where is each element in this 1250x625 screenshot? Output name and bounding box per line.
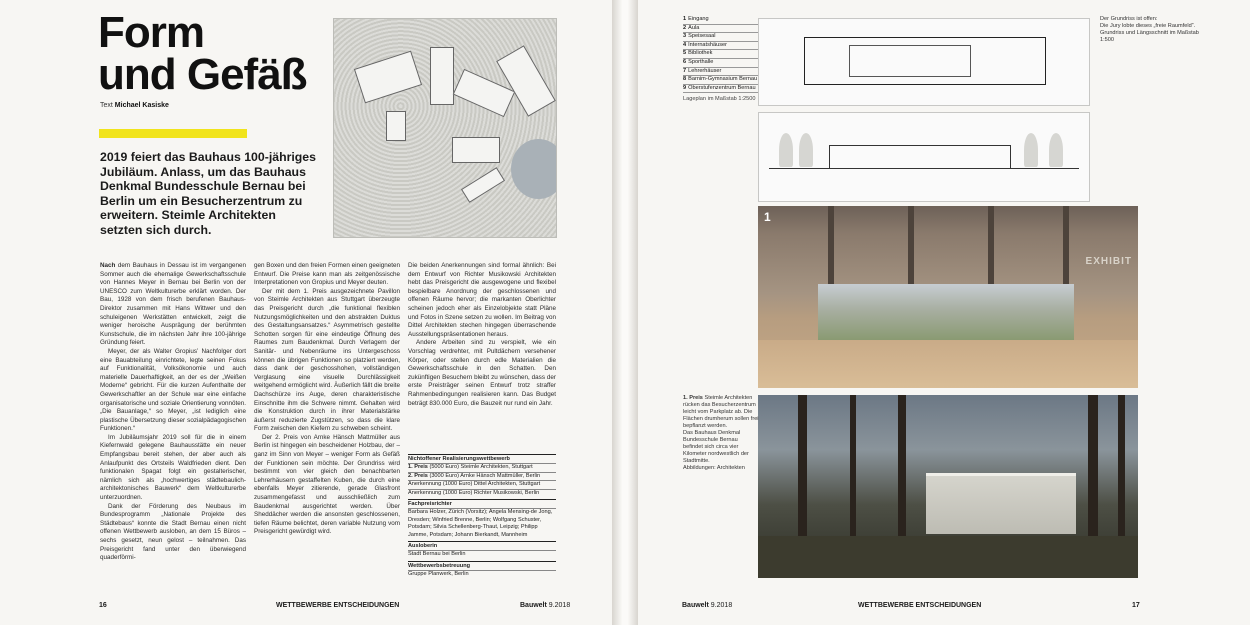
first-word: Nach	[100, 262, 116, 269]
results-item: Anerkennung (1000 Euro) Richter Musikowski, Berlin	[408, 489, 556, 497]
right-page	[638, 0, 1250, 625]
legend-item: 7 Lehrerhäuser	[683, 68, 783, 77]
author-name: Michael Kasiske	[114, 102, 169, 109]
legend-item: 9 Oberstufenzentrum Bernau	[683, 85, 783, 94]
exhibit-sign: EXHIBIT	[1085, 256, 1132, 267]
floor-plan-drawing	[758, 18, 1090, 106]
issue-number: 9.2018	[548, 602, 571, 609]
body-paragraph: Der mit dem 1. Preis ausgezeichnete Pavillon von Steimle Architekten aus Stuttgart überzeugte das Preisgericht durch „die funktional flexiblen Nutzungsmöglichkeiten und den abstrakten Duktus des Gestaltungsansatzes.“ Asymmetrisch gestellte Schotten sorgen für eine eindeutige Öffnung des Raumes zum Baudenkmal. Durch Verlagern der Sanitär- und Nebenräume ins Untergeschoss können die übrigen Funktionen so platziert werden, dass dank der geschosshohen, vollständigen Verglasung eine visuelle Durchlässigkeit weitgehend ermöglicht wird. Äußerlich fällt die breite Dachschürze ins Auge, deren charakteristische Einschnitte ihm die Schwere nimmt. Gehalten wird die Konstruktion durch in ihrer Materialstärke äußerst reduzierte Zugstützen, so dass die klare Form zwischen den Kiefern zu schweben scheint.	[254, 287, 400, 433]
title-line-2: und Gefäß	[98, 50, 307, 99]
interior-rendering	[758, 206, 1138, 388]
author-line	[100, 102, 169, 109]
plan-room	[849, 45, 971, 77]
exterior-rendering	[758, 395, 1138, 578]
left-page	[0, 0, 612, 625]
article-title	[98, 8, 307, 99]
tree-silhouette	[1049, 133, 1063, 167]
page-number: 17	[1132, 602, 1140, 609]
results-item: Anerkennung (1000 Euro) Dittel Architekten, Stuttgart	[408, 480, 556, 488]
results-item: Gruppe Planwerk, Berlin	[408, 570, 556, 578]
roof-beam	[908, 206, 914, 284]
legend-item: 3 Speisesaal	[683, 33, 783, 42]
caption-line: Grundriss und Längsschnitt im Maßstab 1:500	[1100, 30, 1199, 43]
body-column-2	[254, 262, 400, 537]
legend-item: 6 Sporthalle	[683, 59, 783, 68]
body-paragraph: Im Jubiläumsjahr 2019 soll für die in einem Kiefernwald gelegene Bauhausstätte ein neuer Empfangsbau bereit stehen, der aber auch als Anlaufpunkt des Ortsteils Waldfrieden dient. Den funktionalen Spagat folgt ein gestalterischer, nämlich sich als „hochwertiges städtebaulich-architektonisches Bauwerk“ dem Weltkulturerbe unterzuordnen.	[100, 433, 246, 502]
results-item: Barbara Holzer, Zürich (Vorsitz); Angela Mensing-de Jong, Dresden; Winfried Brenne, Berlin; Wolfgang Schuster, Potsdam; Silvia Schellenberg-Thaut, Leipzig; Philipp Jamme, Potsdam; Johann Bierkandt, Mannheim	[408, 508, 556, 539]
section-label: WETTBEWERBE ENTSCHEIDUNGEN	[276, 602, 400, 609]
author-label: Text	[100, 102, 113, 109]
section-label: WETTBEWERBE ENTSCHEIDUNGEN	[858, 602, 982, 609]
pavilion-building	[926, 473, 1076, 534]
photo-caption	[683, 395, 759, 472]
body-paragraph	[100, 262, 246, 348]
tree-silhouette	[799, 133, 813, 167]
caption-line: Der Grundriss ist offen:	[1100, 16, 1158, 22]
plan-building	[452, 137, 500, 163]
results-item: 2. Preis (3000 Euro) Arnke Hänsch Mattmüller, Berlin	[408, 472, 556, 480]
section-drawing	[758, 112, 1090, 202]
drawing-caption	[1100, 16, 1210, 44]
legend-item: 1 Eingang	[683, 16, 783, 25]
roof-beam	[828, 206, 834, 284]
legend-item: 5 Bibliothek	[683, 50, 783, 59]
body-paragraph: Die beiden Anerkennungen sind formal ähnlich: Bei dem Entwurf von Richter Musikowski Architekten hebt das Preisgericht die ausgewogene und flexibel bespielbare Anordnung der geschlossenen und offenen Räume hervor; die markanten Oberlichter scheinen jedoch eher als Einzelobjekte statt Pläne und Fotos in Szene setzen zu wollen. Im Beitrag von Dittel Architekten stechen hingegen überraschende Ausstellungspräsentationen heraus.	[408, 262, 556, 338]
lead-paragraph: 2019 feiert das Bauhaus 100-jähriges Jubiläum. Anlass, um das Bauhaus Denkmal Bundesschule Bernau bei Berlin um ein Besucherzentrum zu erweitern. Steimle Architekten setzten sich durch.	[100, 150, 316, 237]
body-paragraph: Meyer, der als Walter Gropius’ Nachfolger dort eine Bauabteilung einrichtete, legte seinen Fokus auf Funktionalität, Volksökonomie und auch materielle Dauerhaftigkeit, an der es der „Weißen Moderne“ gebricht. Für die kurzen Aufenthalte der Gewerkschaftler an der Schule war eine einfache organisatorische und soziale Orientierung vonnöten. „Die Bauanlage,“ so Meyer, „ist lediglich eine plastische Übersetzung dieser sozialpädagogischen Funktionen.“	[100, 347, 246, 433]
legend-item: 4 Internatshäuser	[683, 42, 783, 51]
results-heading: Ausloberin	[408, 541, 556, 550]
results-heading: Fachpreisrichter	[408, 499, 556, 508]
title-line-1: Form	[98, 8, 204, 57]
results-heading: Wettbewerbsbetreuung	[408, 561, 556, 570]
caption-line: Das Bauhaus Denkmal Bundesschule Bernau befindet sich circa vier Kilometer nordwestlich der Stadtmitte.	[683, 430, 749, 464]
page-gutter	[612, 0, 638, 625]
forest-floor	[758, 536, 1138, 578]
body-paragraph: Der 2. Preis von Arnke Hänsch Mattmüller aus Berlin ist hingegen ein bescheidener Holzbau, der – ganz im Sinn von Meyer – weniger Form als Gefäß der Funktionen sein möchte. Der Grundriss wird bestimmt von vier gleich den benachbarten Lehrerhäusern gestaffelten Kuben, die durch eine ebenfalls Meyer zitierende, gerade Glasfront zusammengefasst und ausschließlich zum Baudenkmal ausgerichtet werden. Über Sheddächer werden die ansonsten geschlossenen, tiefen Räume belichtet, deren variable Nutzung vom Preisgericht gewürdigt wird.	[254, 433, 400, 536]
caption-credit: Abbildungen: Architekten	[683, 465, 745, 471]
body-paragraph: Dank der Förderung des Neubaus im Bundesprogramm „Nationale Projekte des Städtebaus“ konnte die Stadt Bernau einen nicht offenen Wettbewerb ausloben, an dem 15 Büros – sechs gesetzt, neun gelost – teilnahmen. Das Preisgericht fand unter den überwiegend quaderförmi-	[100, 502, 246, 562]
magazine-issue	[682, 602, 732, 609]
magazine-issue	[520, 602, 570, 609]
ground-line	[769, 168, 1079, 169]
results-heading: Nichtoffener Realisierungswettbewerb	[408, 454, 556, 463]
accent-bar	[99, 129, 247, 138]
roof-beam	[1063, 206, 1069, 284]
issue-number: 9.2018	[710, 602, 733, 609]
render-number: 1	[764, 210, 771, 224]
tree-silhouette	[1024, 133, 1038, 167]
magazine-name: Bauwelt	[682, 602, 709, 609]
competition-results-box	[408, 452, 556, 579]
tree-silhouette	[779, 133, 793, 167]
section-outline	[829, 145, 1011, 168]
results-item: 1. Preis (5000 Euro) Steimle Architekten, Stuttgart	[408, 463, 556, 471]
plan-building	[386, 111, 406, 141]
body-paragraph: Andere Arbeiten sind zu verspielt, wie ein Vorschlag verdrehter, mit Pultdächern versehener Körper, oder stellen durch edle Materialien die Gewerkschaftsschule in den Schatten. Den zukünftigen Besuchern bleibt zu wünschen, dass der erste Preisträger seinen Entwurf trotz straffer Rahmenbedingungen realisieren kann. Das Budget beträgt 830.000 Euro, die Bauzeit nur rund ein Jahr.	[408, 339, 556, 407]
plan-building	[461, 167, 505, 203]
plan-building	[354, 51, 422, 104]
results-item: Stadt Bernau bei Berlin	[408, 550, 556, 558]
caption-line: 1. Preis Steimle Architekten rücken das Besucherzentrum leicht vom Parkplatz ab. Die Flächen drumherum sollen frei bepflanzt werden.	[683, 395, 759, 429]
legend-scale: Lageplan im Maßstab 1:2500	[683, 96, 756, 103]
body-column-1	[100, 262, 246, 563]
body-paragraph: gen Boxen und den freien Formen einen geeigneten Entwurf. Die Preise kann man als zeitgenössische Interpretationen von Gropius und Meyer deuten.	[254, 262, 400, 287]
roof-beam	[988, 206, 994, 284]
site-plan-image	[333, 18, 557, 238]
magazine-name: Bauwelt	[520, 602, 547, 609]
wooden-floor	[758, 340, 1138, 388]
legend-item: 2 Aula	[683, 25, 783, 34]
plan-building	[430, 47, 454, 105]
body-text: dem Bauhaus in Dessau ist im vergangenen Sommer auch die ehemalige Gewerkschaftsschule von Hannes Meyer in Bernau bei Berlin von der UNESCO zum Weltkulturerbe erklärt worden. Der Bau, 1928 von dem frisch berufenen Bauhaus-Direktor zusammen mit Hans Wittwer und den schuleigenen Werkstätten entwickelt, zeigt die weniger heroische Ausprägung der berühmten Kunstschule, die im nächsten Jahr ihre 100-jährige Gründung feiert.	[100, 262, 246, 347]
caption-line: Die Jury lobte dieses „freie Raumfeld“.	[1100, 23, 1196, 29]
legend-item: 8 Barnim-Gymnasium Bernau	[683, 76, 783, 85]
glass-facade	[818, 284, 1074, 340]
body-column-3	[408, 262, 556, 408]
plan-lake	[511, 139, 557, 199]
page-number: 16	[99, 602, 107, 609]
